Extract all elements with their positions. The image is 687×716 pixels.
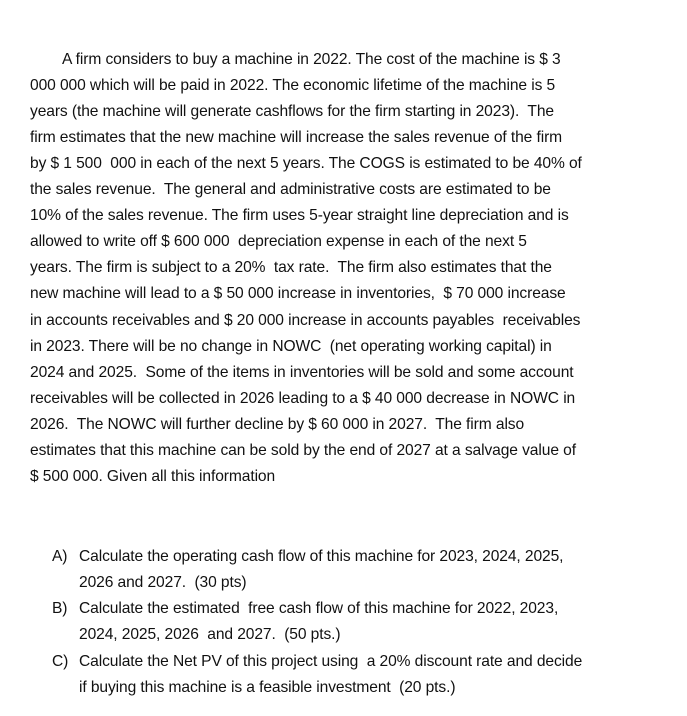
problem-line: years. The firm is subject to a 20% tax rate. The firm also estimates that the <box>30 259 552 276</box>
question-line: Calculate the estimated free cash flow of this machine for 2022, 2023, <box>79 600 559 617</box>
problem-line: new machine will lead to a $ 50 000 increase in inventories, $ 70 000 increase <box>30 285 566 302</box>
question-line: 2024, 2025, 2026 and 2027. (50 pts.) <box>79 626 341 643</box>
problem-line: firm estimates that the new machine will increase the sales revenue of the firm <box>30 129 563 146</box>
question-line: 2026 and 2027. (30 pts) <box>79 574 247 591</box>
problem-line: 2026. The NOWC will further decline by $ 60 000 in 2027. The firm also <box>30 416 525 433</box>
question-letter: C) <box>52 653 69 670</box>
problem-line: estimates that this machine can be sold by the end of 2027 at a salvage value of <box>30 442 576 459</box>
problem-line: by $ 1 500 000 in each of the next 5 years. The COGS is estimated to be 40% of <box>30 155 582 172</box>
problem-line: $ 500 000. Given all this information <box>30 468 276 485</box>
problem-line: 2024 and 2025. Some of the items in inventories will be sold and some account <box>30 364 574 381</box>
problem-line: receivables will be collected in 2026 leading to a $ 40 000 decrease in NOWC in <box>30 390 576 407</box>
problem-line: years (the machine will generate cashflows for the firm starting in 2023). The <box>30 103 554 120</box>
problem-line: 10% of the sales revenue. The firm uses 5-year straight line depreciation and is <box>30 207 569 224</box>
problem-line: in 2023. There will be no change in NOWC (net operating working capital) in <box>30 338 552 355</box>
problem-line: allowed to write off $ 600 000 depreciation expense in each of the next 5 <box>30 233 527 250</box>
problem-line: A firm considers to buy a machine in 2022. The cost of the machine is $ 3 <box>62 51 561 68</box>
problem-line: 000 000 which will be paid in 2022. The economic lifetime of the machine is 5 <box>30 77 556 94</box>
problem-line: the sales revenue. The general and administrative costs are estimated to be <box>30 181 551 198</box>
question-line: Calculate the operating cash flow of this machine for 2023, 2024, 2025, <box>79 548 564 565</box>
question-line: if buying this machine is a feasible investment (20 pts.) <box>79 679 456 696</box>
question-letter: B) <box>52 600 68 617</box>
question-line: Calculate the Net PV of this project using a 20% discount rate and decide <box>79 653 583 670</box>
question-letter: A) <box>52 548 68 565</box>
problem-line: in accounts receivables and $ 20 000 increase in accounts payables receivables <box>30 312 581 329</box>
